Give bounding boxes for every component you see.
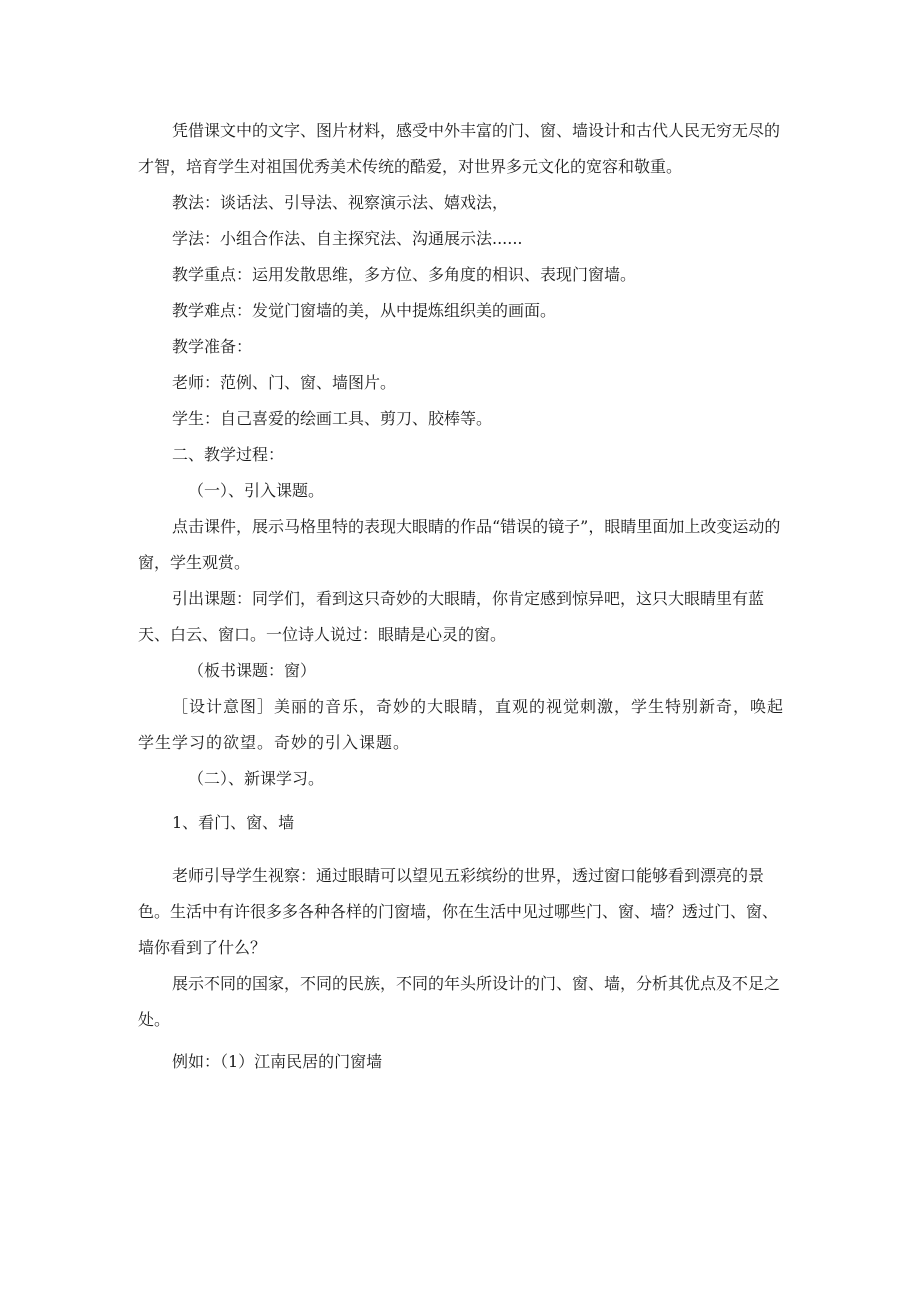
goal-paragraph: 凭借课文中的文字、图片材料，感受中外丰富的门、窗、墙设计和古代人民无穷无尽的才智，培育学生对祖国优秀美术传统的酷爱，对世界多元文化的宽容和敬重。 [138, 121, 781, 176]
example-line: 例如：（1）江南民居的门窗墙 [172, 1052, 383, 1071]
teacher-preparation-line: 老师：范例、门、窗、墙图片。 [172, 373, 397, 392]
difficulty-line: 教学难点：发觉门窗墙的美，从中提炼组织美的画面。 [172, 301, 557, 320]
click-courseware-paragraph: 点击课件，展示马格里特的表现大眼睛的作品“错误的镜子”，眼睛里面加上改变运动的窗，学生观赏。 [138, 517, 781, 572]
teacher-guide-paragraph: 老师引导学生视察：通过眼睛可以望见五彩缤纷的世界，透过窗口能够看到漂亮的景色。生活中有许很多多各种各样的门窗墙，你在生活中见过哪些门、窗、墙？透过门、窗、墙你看到了什么？ [138, 866, 779, 957]
section-one-heading: （一）、引入课题。 [188, 481, 325, 500]
lead-topic-paragraph: 引出课题：同学们，看到这只奇妙的大眼睛，你肯定感到惊异吧，这只大眼睛里有蓝天、白云、窗口。一位诗人说过：眼睛是心灵的窗。 [138, 589, 765, 644]
teaching-method-line: 教法：谈话法、引导法、视察演示法、嬉戏法， [172, 193, 509, 212]
student-preparation-line: 学生：自己喜爱的绘画工具、剪刀、胶棒等。 [172, 409, 493, 428]
board-title-line: （板书课题：窗） [188, 661, 317, 680]
section-two-heading: （二）、新课学习。 [188, 769, 325, 788]
item-one-heading: 1、看门、窗、墙 [172, 813, 295, 832]
learning-method-line: 学法：小组合作法、自主探究法、沟通展示法...... [172, 229, 523, 248]
preparation-heading: 教学准备： [172, 337, 253, 356]
key-point-line: 教学重点：运用发散思维，多方位、多角度的相识、表现门窗墙。 [172, 265, 637, 284]
show-different-paragraph: 展示不同的国家，不同的民族，不同的年头所设计的门、窗、墙，分析其优点及不足之处。 [138, 974, 781, 1029]
design-intent-paragraph: ［设计意图］美丽的音乐，奇妙的大眼睛，直观的视觉刺激，学生特别新奇，唤起学生学习的欲望。奇妙的引入课题。 [138, 697, 785, 752]
process-heading: 二、教学过程： [172, 445, 285, 464]
